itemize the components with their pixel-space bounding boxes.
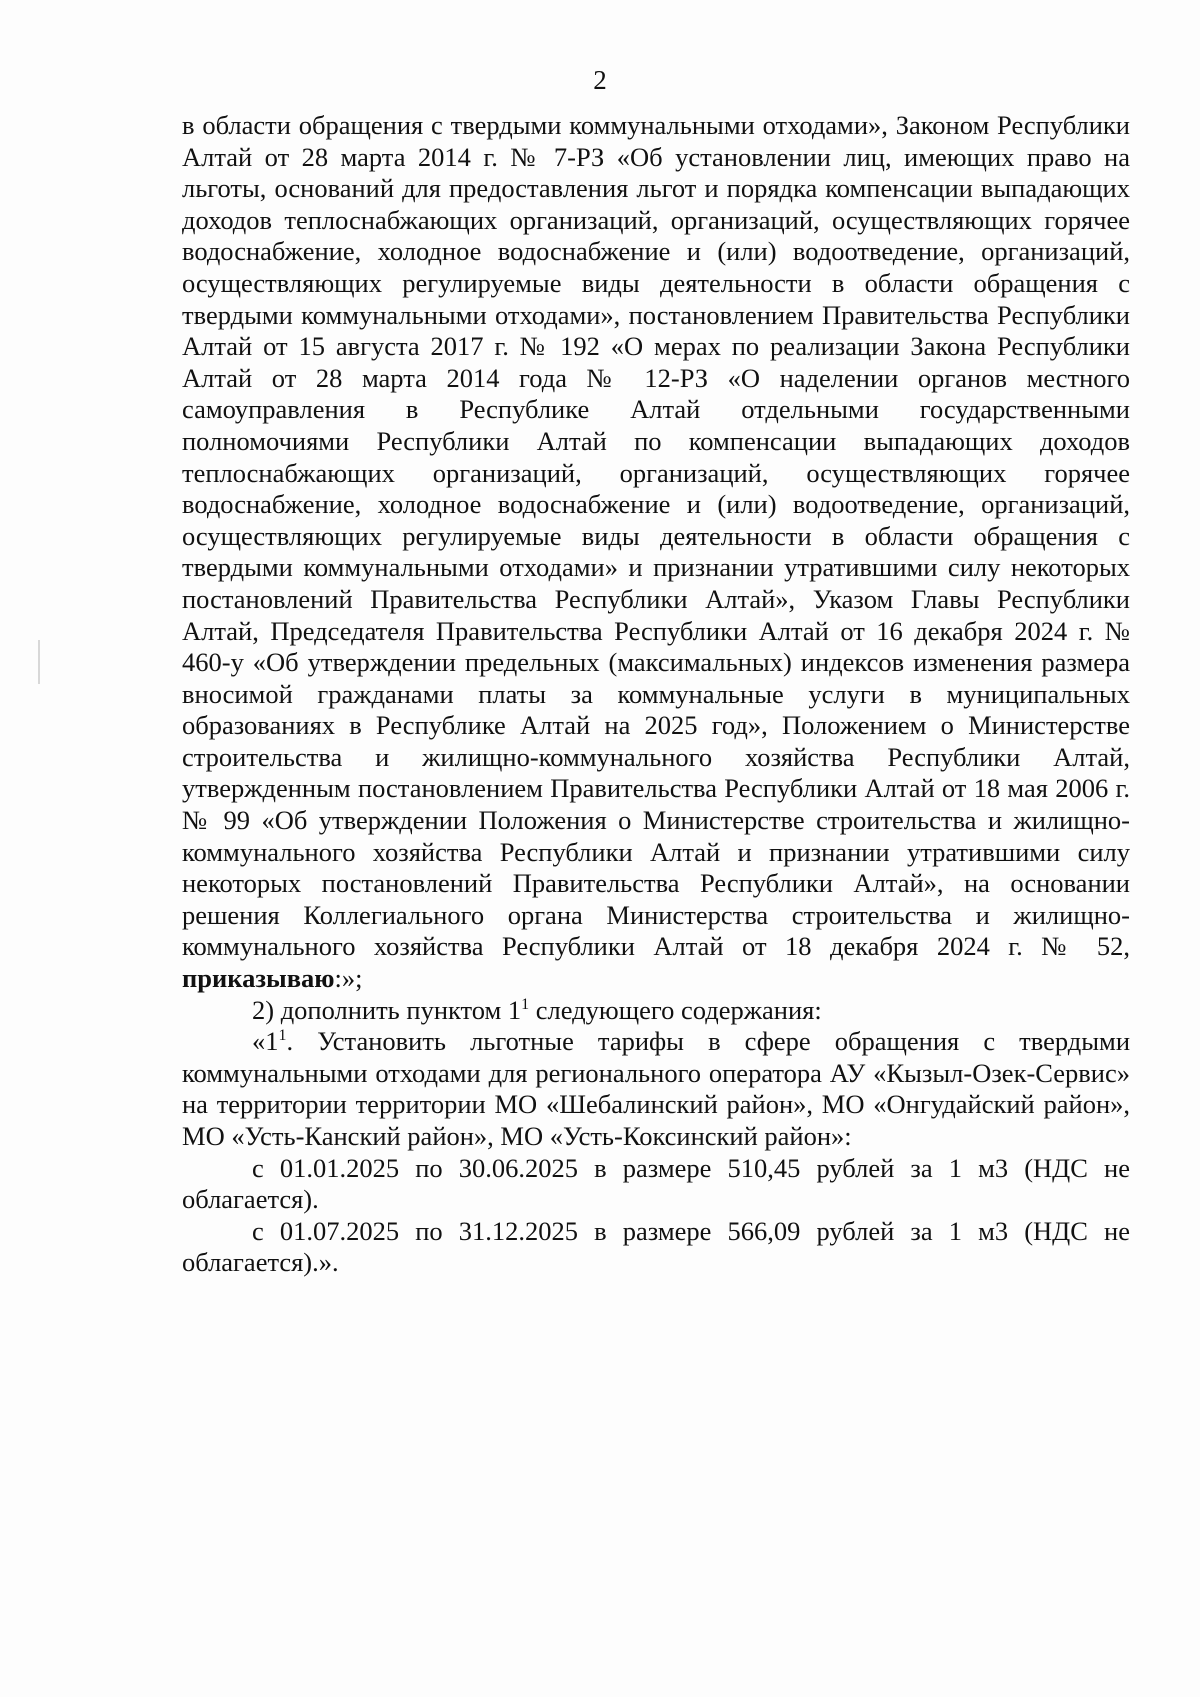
paragraph-main-end: :»; <box>334 963 363 994</box>
item-2 <box>182 995 1130 1027</box>
item-2-text-end: следующего содержания: <box>529 994 822 1025</box>
tariff-period-2: с 01.07.2025 по 31.12.2025 в размере 566,09 рублей за 1 м3 (НДС не облагается).». <box>182 1215 1130 1278</box>
new-point-1-1 <box>182 1026 1130 1152</box>
paragraph-main <box>182 110 1130 995</box>
item-2-superscript: 1 <box>521 995 530 1013</box>
page-number: 2 <box>593 65 607 95</box>
order-verb: приказываю <box>182 963 335 994</box>
item-2-text: 2) дополнить пунктом 1 <box>252 994 522 1025</box>
paragraph-main-text: в области обращения с твердыми коммунальными отходами», Законом Республики Алтай от 28 марта 2014 г. № 7-РЗ «Об установлении лиц, имеющих право на льготы, оснований для предоставления льгот и порядка компенсации выпадающих доходов теплоснабжающих организаций, организаций, осуществляющих горячее водоснабжение, холодное водоснабжение и (или) водоотведение, организаций, осуществляющих регулируемые виды деятельности в области обращения с твердыми коммунальными отходами», постановлением Правительства Республики Алтай от 15 августа 2017 г. № 192 «О мерах по реализации Закона Республики Алтай от 28 марта 2014 года № 12-РЗ «О наделении органов местного самоуправления в Республике Алтай отдельными государственными полномочиями Республики Алтай по компенсации выпадающих доходов теплоснабжающих организаций, организаций, осуществляющих горячее водоснабжение, холодное водоснабжение и (или) водоотведение, организаций, осуществляющих регулируемые виды деятельности в области обращения с твердыми коммунальными отходами» и признании утратившими силу некоторых постановлений Правительства Республики Алтай», Указом Главы Республики Алтай, Председателя Правительства Республики Алтай от 16 декабря 2024 г. № 460-у «Об утверждении предельных (максимальных) индексов изменения размера вносимой гражданами платы за коммунальные услуги в муниципальных образованиях в Республике Алтай на 2025 год», Положением о Министерстве строительства и жилищно-коммунального хозяйства Республики Алтай, утвержденным постановлением Правительства Республики Алтай от 18 мая 2006 г. № 99 «Об утверждении Положения о Министерстве строительства и жилищно-коммунального хозяйства Республики Алтай и признании утратившими силу некоторых постановлений Правительства Республики Алтай», на основании решения Коллегиального органа Министерства строительства и жилищно-коммунального хозяйства Республики Алтай от 18 декабря 2024 г. № 52, <box>182 110 1130 962</box>
document-body <box>182 110 1130 1279</box>
tariff-period-1: с 01.01.2025 по 30.06.2025 в размере 510,45 рублей за 1 м3 (НДС не облагается). <box>182 1152 1130 1215</box>
new-point-superscript: 1 <box>278 1027 287 1045</box>
new-point-text: . Установить льготные тарифы в сфере обращения с твердыми коммунальными отходами для регионального оператора АУ «Кызыл-Озек-Сервис» на территории территории МО «Шебалинский район», МО «Онгудайский район», МО «Усть-Канский район», МО «Усть-Коксинский район»: <box>182 1026 1130 1151</box>
new-point-number: «1 <box>252 1026 279 1057</box>
scan-margin-mark <box>38 640 40 684</box>
